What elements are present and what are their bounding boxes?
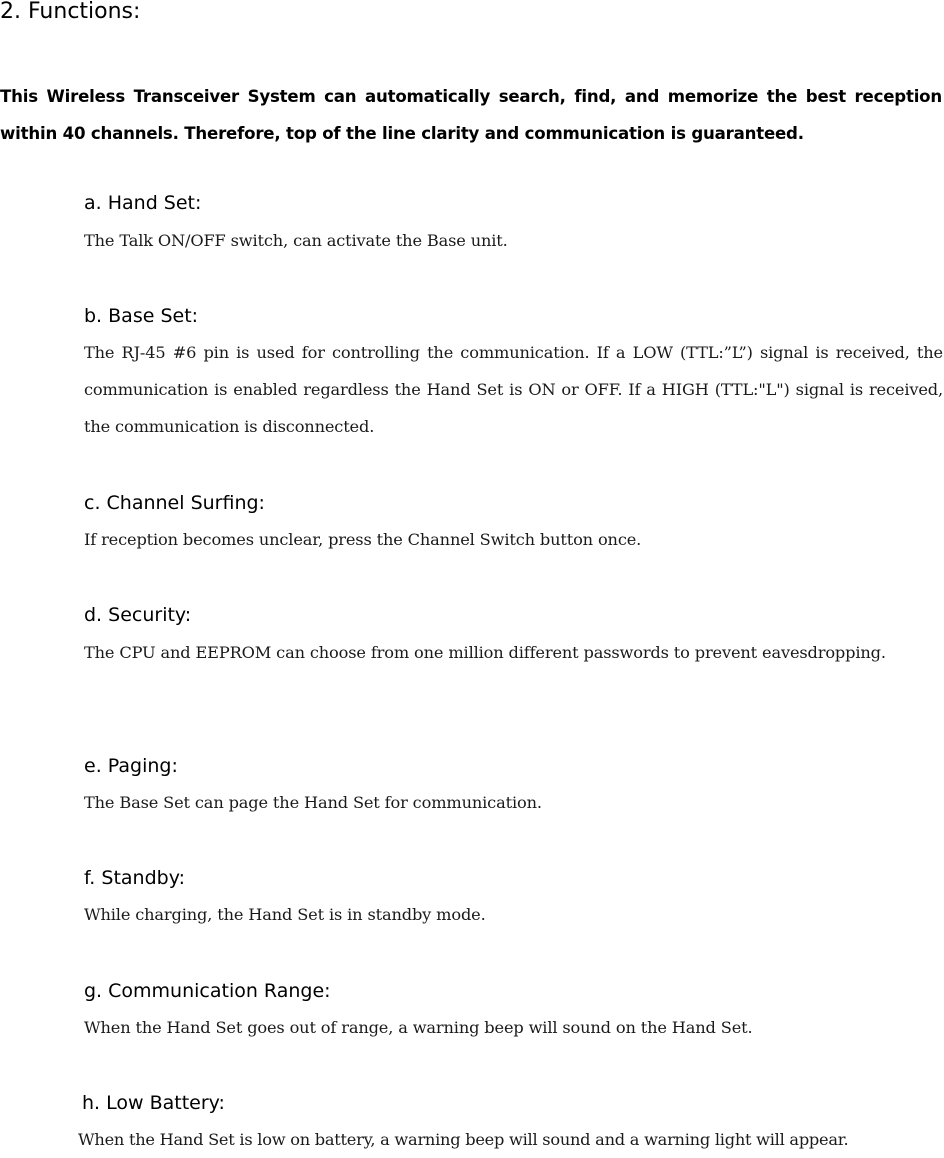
section-heading: 2. Functions: — [0, 0, 141, 24]
item-title-channel-surfing: c. Channel Surfing: — [84, 492, 265, 514]
item-title-base-set: b. Base Set: — [84, 305, 199, 327]
item-title-hand-set: a. Hand Set: — [84, 192, 202, 214]
item-body-standby: While charging, the Hand Set is in standby mode. — [84, 905, 486, 924]
item-title-paging: e. Paging: — [84, 755, 178, 777]
item-title-communication-range: g. Communication Range: — [84, 980, 331, 1002]
item-body-hand-set: The Talk ON/OFF switch, can activate the Base unit. — [84, 231, 508, 250]
item-body-security: The CPU and EEPROM can choose from one million different passwords to prevent eavesdropping. — [84, 643, 886, 662]
item-title-standby: f. Standby: — [84, 867, 185, 889]
item-title-security: d. Security: — [84, 604, 192, 626]
item-body-low-battery: When the Hand Set is low on battery, a warning beep will sound and a warning light will appear. — [78, 1130, 849, 1149]
item-body-paging: The Base Set can page the Hand Set for communication. — [84, 793, 542, 812]
item-body-communication-range: When the Hand Set goes out of range, a warning beep will sound on the Hand Set. — [84, 1018, 753, 1037]
item-title-low-battery: h. Low Battery: — [82, 1092, 225, 1114]
intro-paragraph: This Wireless Transceiver System can automatically search, find, and memorize the best reception within 40 channels. Therefore, top of the line clarity and communication is guaranteed. — [0, 87, 942, 143]
item-body-channel-surfing: If reception becomes unclear, press the Channel Switch button once. — [84, 530, 642, 549]
item-body-base-set: The RJ-45 #6 pin is used for controlling the communication. If a LOW (TTL:”L”) signal is received, the communication is enabled regardless the Hand Set is ON or OFF. If a HIGH (TTL:"L") signal is received, the communication is disconnected. — [84, 343, 943, 436]
